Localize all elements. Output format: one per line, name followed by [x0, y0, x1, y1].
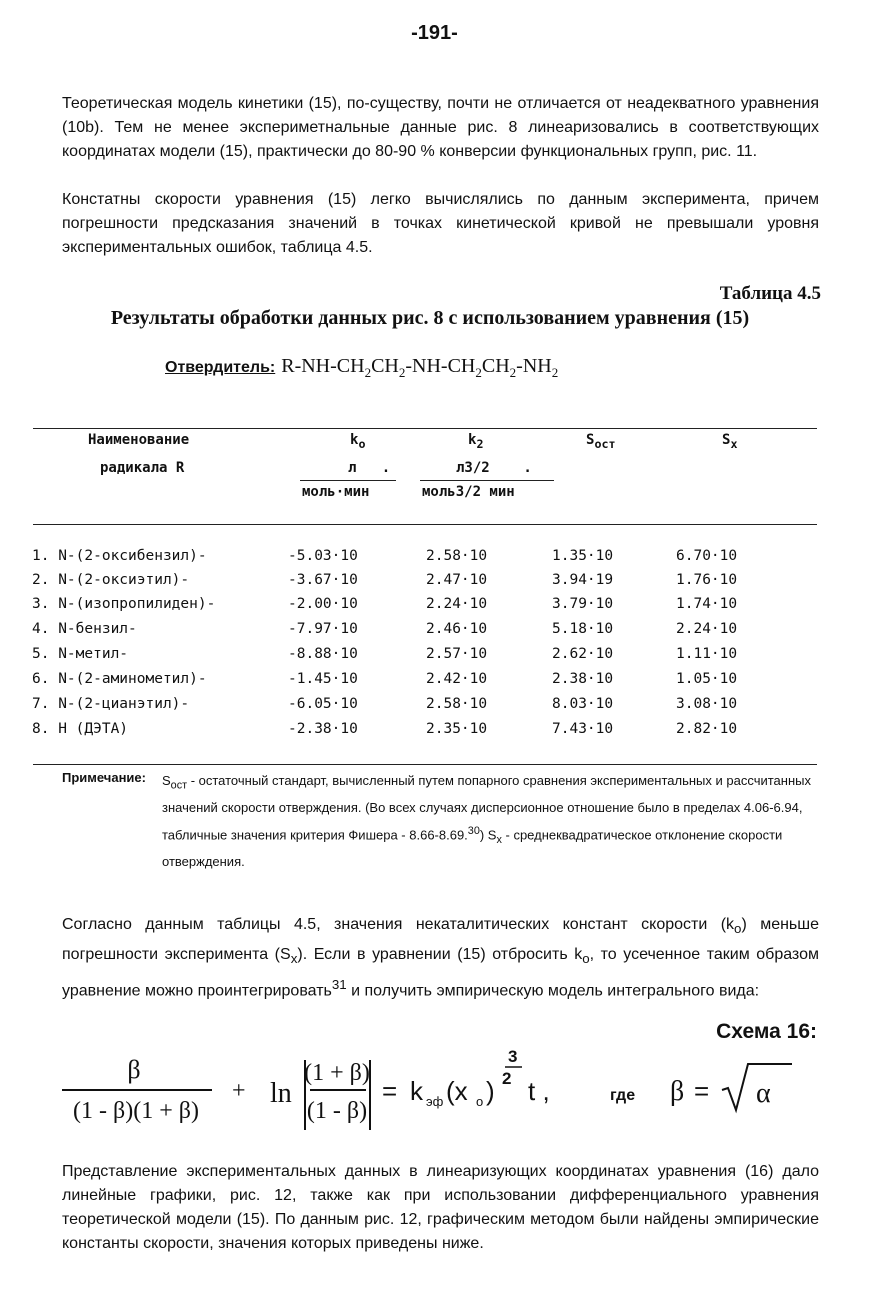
header-k0-units-den: моль·мин — [302, 484, 370, 500]
formula-equals: = — [382, 1076, 398, 1106]
table-title: Результаты обработки данных рис. 8 с использованием уравнения (15) — [110, 307, 750, 329]
cell-name: 7. N-(2-цианэтил)- — [32, 696, 190, 712]
header-k0-units-num: л . — [348, 460, 391, 476]
formula-equals-2: = — [694, 1076, 710, 1106]
header-k2-units-den: моль3/2 мин — [422, 484, 515, 500]
table-caption: Таблица 4.5 — [719, 283, 821, 304]
cell-k0: -1.45·10 — [288, 671, 358, 687]
table-row — [32, 721, 822, 745]
table-row — [32, 572, 822, 596]
cell-s-x: 6.70·10 — [676, 548, 738, 564]
cell-s-x: 2.82·10 — [676, 721, 738, 737]
formula-frac2-numerator: (1 + β) — [304, 1060, 370, 1086]
cell-k0: -3.67·10 — [288, 572, 358, 588]
cell-name: 4. N-бензил- — [32, 621, 137, 637]
cell-s-x: 1.74·10 — [676, 596, 738, 612]
table-bottom-rule — [33, 764, 817, 765]
cell-s-x: 1.05·10 — [676, 671, 738, 687]
formula-ln: ln — [270, 1078, 292, 1109]
cell-s-x: 1.11·10 — [676, 646, 738, 662]
header-k2: $k_2$ — [468, 432, 484, 451]
formula-beta: β — [670, 1076, 685, 1107]
hardener-label: Отвердитель: — [165, 359, 276, 376]
cell-s-ost: 2.38·10 — [552, 671, 614, 687]
cell-k2: 2.24·10 — [426, 596, 488, 612]
cell-k0: -6.05·10 — [288, 696, 358, 712]
header-s-ost: $S_{ост}$ — [586, 432, 616, 451]
header-k0-fraction-line — [300, 480, 396, 481]
paragraph-1: Теоретическая модель кинетики (15), по-существу, почти не отличается от неадекватного уравнения (10b). Тем не менее экспериметнальные данные рис. 8 линеаризовались в соответствующих координатах модели (15), практически до 80-90 % конверсии функциональных групп, рис. 11. — [62, 95, 819, 160]
table-row — [32, 671, 822, 695]
formula-frac2-denominator: (1 - β) — [306, 1098, 368, 1124]
cell-s-ost: 1.35·10 — [552, 548, 614, 564]
formula-scheme-16 — [60, 1050, 820, 1140]
cell-s-x: 1.76·10 — [676, 572, 738, 588]
cell-s-x: 3.08·10 — [676, 696, 738, 712]
formula-exponent-numerator: 3 — [508, 1050, 518, 1066]
hardener-line — [165, 355, 558, 381]
cell-name: 8. Н (ДЭТА) — [32, 721, 129, 737]
cell-k0: -5.03·10 — [288, 548, 358, 564]
cell-name: 2. N-(2-оксиэтил)- — [32, 572, 190, 588]
cell-s-ost: 2.62·10 — [552, 646, 614, 662]
cell-k2: 2.42·10 — [426, 671, 488, 687]
table-header-rule — [33, 524, 817, 525]
table-row — [32, 548, 822, 572]
table-top-rule — [33, 428, 817, 429]
formula-x-subscript: o — [476, 1094, 484, 1109]
header-name-line2: радикала R — [100, 460, 185, 476]
formula-k: k — [410, 1076, 423, 1106]
hardener-formula: $R-NH-CH_2CH_2-NH-CH_2CH_2-NH_2$ — [281, 355, 559, 380]
cell-s-ost: 5.18·10 — [552, 621, 614, 637]
formula-t: t , — [528, 1076, 550, 1106]
cell-k0: -2.00·10 — [288, 596, 358, 612]
formula-beta-numerator: β — [127, 1055, 141, 1084]
formula-close-paren: ) — [486, 1076, 495, 1106]
table-row — [32, 621, 822, 645]
cell-k2: 2.35·10 — [426, 721, 488, 737]
cell-k0: -7.97·10 — [288, 621, 358, 637]
header-k0: $k_o$ — [350, 432, 366, 451]
header-k2-fraction-line — [420, 480, 554, 481]
cell-s-ost: 3.79·10 — [552, 596, 614, 612]
cell-name: 1. N-(2-оксибензил)- — [32, 548, 207, 564]
header-name-line1: Наименование — [88, 432, 190, 448]
table-row — [32, 696, 822, 720]
cell-name: 5. N-метил- — [32, 646, 129, 662]
header-s-x: $S_x$ — [722, 432, 738, 451]
formula-alpha: α — [756, 1078, 771, 1109]
note-label: Примечание: — [62, 770, 146, 785]
cell-name: 3. N-(изопропилиден)- — [32, 596, 216, 612]
scheme-label: Схема 16: — [716, 1020, 817, 1043]
cell-k0: -2.38·10 — [288, 721, 358, 737]
paragraph-3: Согласно данным таблицы 4.5, значения некаталитических констант скорости $(k_o)$ меньше погрешности эксперимента $(S_x)$. Если в уравнении (15) отбросить $k_o$, то усеченное таким образом уравнение можно проинтегрировать$^{31}$ и получить эмпирическую модель интегрального вида: — [62, 916, 820, 1000]
cell-s-x: 2.24·10 — [676, 621, 738, 637]
formula-x: (x — [446, 1076, 468, 1106]
note-text: $S_{ост}$ - остаточный стандарт, вычисленный путем попарного сравнения экспериментальных и рассчитанных значений скорости отверждения. (Во всех случаях дисперсионное отношение было в пределах 4.06-6.94, табличные значения критерия Фишера - 8.66-8.69.30) $S_x$ - среднеквадратическое отклонение скорости отверждения. — [162, 773, 811, 870]
cell-k2: 2.46·10 — [426, 621, 488, 637]
table-row — [32, 646, 822, 670]
table-row — [32, 596, 822, 620]
formula-k-subscript: эф — [426, 1094, 444, 1109]
cell-s-ost: 8.03·10 — [552, 696, 614, 712]
page-number: -191- — [411, 22, 458, 44]
cell-k0: -8.88·10 — [288, 646, 358, 662]
cell-k2: 2.57·10 — [426, 646, 488, 662]
formula-exponent-denominator: 2 — [502, 1069, 512, 1088]
paragraph-4: Представление экспериментальных данных в линеаризующих координатах уравнения (16) дало линейные графики, рис. 12, также как при использовании дифференциального уравнения теоретической модели (15). По данным рис. 12, графическим методом были найдены эмпирические константы скорости, значения которых приведены ниже. — [62, 1163, 819, 1252]
formula-plus: + — [232, 1078, 246, 1104]
cell-k2: 2.47·10 — [426, 572, 488, 588]
formula-frac1-denominator: (1 - β)(1 + β) — [73, 1098, 199, 1124]
formula-where: где — [610, 1087, 636, 1104]
cell-s-ost: 3.94·19 — [552, 572, 614, 588]
header-k2-units-num: л3/2 . — [456, 460, 532, 476]
cell-name: 6. N-(2-аминометил)- — [32, 671, 207, 687]
paragraph-2: Констатны скорости уравнения (15) легко вычислялись по данным эксперимента, причем погрешности предсказания значений в точках кинетической кривой не превышали уровня экспериментальных ошибок, таблица 4.5. — [62, 191, 819, 256]
cell-k2: 2.58·10 — [426, 696, 488, 712]
cell-s-ost: 7.43·10 — [552, 721, 614, 737]
cell-k2: 2.58·10 — [426, 548, 488, 564]
